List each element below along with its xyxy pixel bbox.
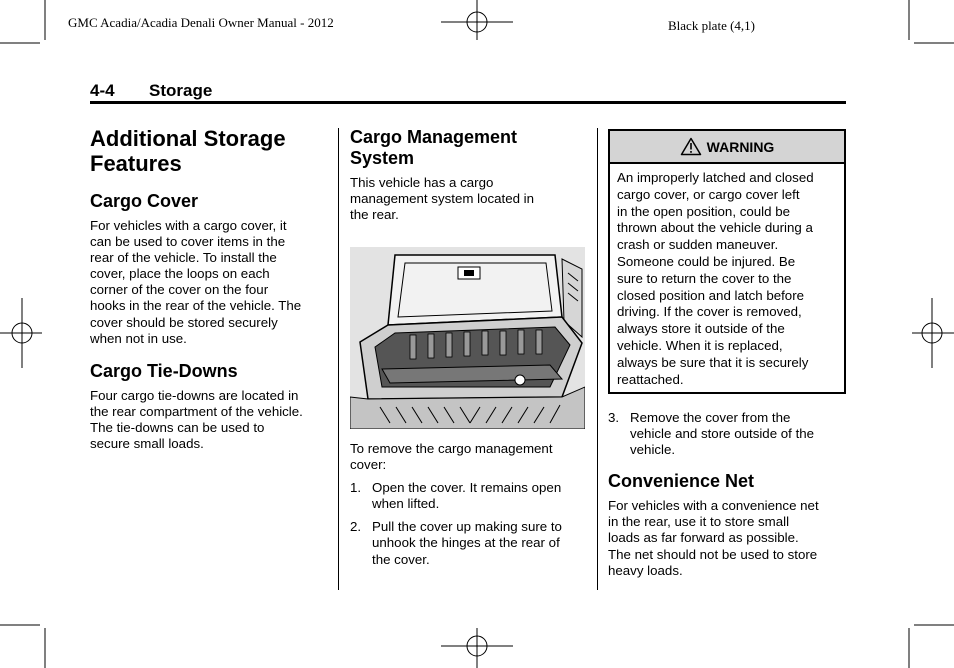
- section-title-line-1: Additional Storage: [90, 126, 286, 151]
- step-3: [608, 410, 846, 458]
- text-line: rear of the vehicle. To install the: [90, 250, 277, 266]
- removal-steps-continued: [608, 410, 846, 458]
- section-title-line-2: Features: [90, 151, 182, 176]
- text-line: Open the cover. It remains open: [372, 480, 562, 496]
- step-number: 2.: [350, 519, 362, 535]
- column-divider-2: [597, 128, 598, 590]
- text-line: hooks in the rear of the vehicle. The: [90, 298, 302, 314]
- warning-header: [610, 131, 844, 164]
- registration-mark-bottom: [441, 628, 513, 668]
- cargo-tie-downs-text: [90, 388, 326, 452]
- step-number: 1.: [350, 480, 362, 496]
- cargo-cover-heading: Cargo Cover: [90, 191, 199, 211]
- registration-mark-left: [0, 298, 42, 368]
- warning-triangle-icon: [680, 137, 702, 156]
- text-line: in the open position, could be: [617, 203, 790, 219]
- warning-text: [610, 164, 844, 388]
- chapter-title: Storage: [149, 81, 213, 100]
- text-line: when not in use.: [90, 330, 187, 346]
- removal-instructions: [350, 441, 586, 568]
- text-line: the rear compartment of the vehicle.: [90, 403, 303, 419]
- text-line: management system located in: [350, 191, 535, 207]
- plate-left-text: GMC Acadia/Acadia Denali Owner Manual - 2012: [68, 15, 334, 30]
- text-line: always store it outside of the: [617, 321, 785, 337]
- text-line: thrown about the vehicle during a: [617, 220, 813, 236]
- plate-right-text: Black plate (4,1): [668, 18, 755, 33]
- page-header: [90, 81, 846, 103]
- text-line: The tie-downs can be used to: [90, 419, 265, 435]
- convenience-net-text: [608, 498, 846, 578]
- text-line: The net should not be used to store: [608, 546, 818, 562]
- column-divider-1: [338, 128, 339, 590]
- text-line: vehicle.: [630, 442, 676, 458]
- registration-mark-top: [441, 0, 513, 40]
- page-number: 4-4: [90, 81, 115, 100]
- text-line: vehicle. When it is replaced,: [617, 337, 783, 353]
- text-line: secure small loads.: [90, 436, 204, 452]
- text-line: An improperly latched and closed: [617, 170, 814, 185]
- cargo-cover-text: [90, 218, 326, 347]
- cargo-management-intro: [350, 175, 586, 223]
- cargo-management-heading: [350, 127, 586, 169]
- text-line: vehicle and store outside of the: [630, 426, 815, 442]
- text-line: driving. If the cover is removed,: [617, 304, 802, 320]
- text-line: the cover.: [372, 551, 430, 567]
- remove-cover-intro: [350, 441, 586, 473]
- header-rule: [90, 101, 846, 104]
- text-line: the rear.: [350, 207, 399, 223]
- text-line: To remove the cargo management: [350, 441, 553, 456]
- text-line: For vehicles with a cargo cover, it: [90, 218, 287, 233]
- removal-steps: [350, 480, 586, 567]
- column-3-lower: [608, 410, 846, 579]
- warning-box: [608, 129, 846, 394]
- text-line: can be used to cover items in the: [90, 234, 286, 250]
- text-line: cover, place the loops on each: [90, 266, 270, 282]
- text-line: crash or sudden maneuver.: [617, 237, 779, 253]
- text-line: loads as far forward as possible.: [608, 530, 799, 546]
- text-line: Remove the cover from the: [630, 410, 791, 425]
- text-line: cover should be stored securely: [90, 314, 278, 330]
- step-number: 3.: [608, 410, 620, 425]
- text-line: always be sure that it is securely: [617, 354, 809, 370]
- heading-line-1: Cargo Management: [350, 127, 518, 147]
- text-line: sure to return the cover to the: [617, 270, 792, 286]
- text-line: Someone could be injured. Be: [617, 253, 796, 269]
- step-2: [350, 519, 586, 567]
- text-line: cargo cover, or cargo cover left: [617, 186, 800, 202]
- text-line: heavy loads.: [608, 562, 683, 578]
- text-line: reattached.: [617, 371, 684, 387]
- section-title: [90, 126, 326, 176]
- text-line: Four cargo tie-downs are located in: [90, 387, 299, 403]
- text-line: corner of the cover on the four: [90, 282, 269, 298]
- column-2: [350, 124, 586, 223]
- text-line: unhook the hinges at the rear of: [372, 535, 560, 551]
- heading-line-2: System: [350, 148, 415, 168]
- column-1: [90, 124, 326, 452]
- warning-label: WARNING: [706, 138, 775, 155]
- text-line: closed position and latch before: [617, 287, 805, 303]
- text-line: For vehicles with a convenience net: [608, 498, 819, 514]
- text-line: in the rear, use it to store small: [608, 514, 790, 530]
- text-line: when lifted.: [372, 496, 440, 512]
- cargo-tie-downs-heading: Cargo Tie-Downs: [90, 360, 238, 381]
- cargo-management-illustration: [350, 247, 585, 429]
- registration-mark-right: [912, 298, 954, 368]
- text-line: This vehicle has a cargo: [350, 175, 494, 190]
- text-line: Pull the cover up making sure to: [372, 519, 562, 535]
- convenience-net-heading: Convenience Net: [608, 471, 755, 492]
- step-1: [350, 480, 586, 512]
- text-line: cover:: [350, 457, 387, 473]
